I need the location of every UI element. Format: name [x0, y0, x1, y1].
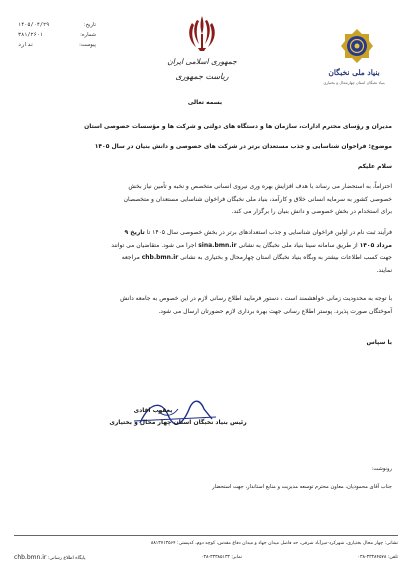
registration-text: اجرا می شود. متقاضیان می توانند — [111, 241, 197, 249]
meta-number-value: ۳۸۱/۲۶۰۱ — [18, 32, 43, 38]
sina-link[interactable]: sina.bmn.ir — [198, 241, 237, 249]
paragraph-registration — [18, 227, 392, 277]
meta-attachment-row — [18, 40, 96, 50]
bismillah-heading: بسمه تعالی — [187, 99, 223, 106]
foundation-logo-icon — [340, 28, 374, 64]
registration-text: مراجعه — [121, 254, 140, 261]
footer-divider — [14, 535, 398, 536]
paragraph-request — [18, 293, 392, 318]
iran-emblem-icon — [187, 14, 217, 52]
paragraph-request-line: با توجه به محدودیت زمانی خواهشمند است ، دستور فرمایید اطلاع رسانی لازم در این خصوص به جامعه دانش — [120, 295, 392, 302]
paragraph-registration-line — [18, 227, 392, 240]
meta-date-row — [18, 20, 96, 30]
paragraph-intro-line: خصوصی کشور به سرمایه انسانی خلاق و کارآمد، بنیاد ملی نخبگان فراخوان شناسایی مستعدان و متخصصان — [123, 195, 392, 203]
letter-meta — [18, 20, 96, 50]
foundation-subname: بنیاد نخبگان استان چهارمحال و بختیاری — [323, 80, 385, 85]
closing: با سپاس — [366, 339, 392, 346]
cc-line: جناب آقای محمودیان، معاون محترم توسعه مدیریت و منابع استاندار، جهت استحضار — [212, 484, 392, 490]
addressee: مدیران و رؤسای محترم ادارات، سازمان ها و دستگاه های دولتی و شرکت ها و مؤسسات خصوصی استان — [84, 123, 392, 130]
meta-attachment-label: پیوست: — [79, 42, 96, 48]
paragraph-intro-line: برای استخدام در بخش خصوصی و دانش بنیان را برگزار می کند. — [231, 208, 392, 215]
footer-contacts — [14, 553, 398, 563]
gov-line-presidency: ریاست جمهوری — [175, 72, 229, 81]
signatory-title: رئیس بنیاد نخبگان استان چهار محال و بختیاری — [109, 419, 247, 426]
chb-link[interactable]: chb.bmn.ir — [141, 254, 179, 261]
deadline-date: تاریخ ۹ — [124, 229, 145, 236]
registration-text: جهت کسب اطلاعات بیشتر به وبگاه بنیاد نخبگان استان چهارمحال و بختیاری به نشانی — [180, 254, 392, 261]
footer-site-link[interactable]: chb.bmn.ir — [14, 554, 47, 561]
footer-phone: تلفن: ۳۳۳۸۴۵۷۸-۰۳۸ — [357, 555, 398, 560]
registration-text: فرآیند ثبت نام در اولین فراخوان شناسایی و جذب استعدادهای برتر در بخش خصوصی سال ۱۴۰۵ تا — [146, 229, 392, 236]
paragraph-intro-line: احتراماً، به استحضار می رساند با هدف افزایش بهره وری نیروی انسانی متخصص و نخبه و تأمین نیاز بخش — [128, 183, 392, 190]
meta-attachment-value: ندارد — [18, 42, 34, 48]
paragraph-registration-line: نمایند. — [376, 266, 392, 274]
footer-fax: نمابر: ۳۳۳۸۵۱۳۳-۰۳۸ — [201, 555, 243, 560]
greeting: سلام علیکم — [357, 163, 392, 170]
deadline-month: مرداد ۱۴۰۵ — [359, 241, 392, 249]
paragraph-request-line: آموختگان صورت پذیرد. پوستر اطلاع رسانی جهت بهره برداری لازم حضورتان ارسال می شود. — [158, 307, 392, 315]
paragraph-intro — [18, 181, 392, 219]
registration-text: از طریق سامانه سینا بنیاد ملی نخبگان به نشانی — [238, 241, 358, 249]
footer-site-group — [14, 553, 86, 563]
foundation-name: بنیاد ملی نخبگان — [328, 68, 380, 77]
cc-label: رونوشت: — [371, 466, 392, 472]
meta-number-row — [18, 30, 96, 40]
subject-line: موضوع: فراخوان شناسایی و جذب مستعدان برتر در شرکت های خصوصی و دانش بنیان در سال ۱۴۰۵ — [94, 143, 392, 150]
paragraph-registration-line — [18, 252, 392, 265]
signatory-name: یعقوب اقادی — [133, 407, 173, 414]
meta-date-label: تاریخ: — [83, 22, 96, 28]
gov-line-republic: جمهوری اسلامی ایران — [167, 57, 237, 66]
footer-address: نشانی: چهار محال بختیاری، شهرکرد-میرآباد شرقی، حد فاصل میدان جهاد و میدان دفاع مقدس، کوچه دوم، کدپستی: ۸۸۱۳۷۱۳۵۶۴ — [150, 541, 398, 546]
paragraph-registration-line — [18, 240, 392, 253]
meta-number-label: شماره: — [80, 32, 96, 38]
meta-date-value: ۱۴۰۵/۰۴/۲۹ — [18, 22, 50, 28]
footer-site-label: پایگاه اطلاع رسانی: — [47, 556, 86, 561]
